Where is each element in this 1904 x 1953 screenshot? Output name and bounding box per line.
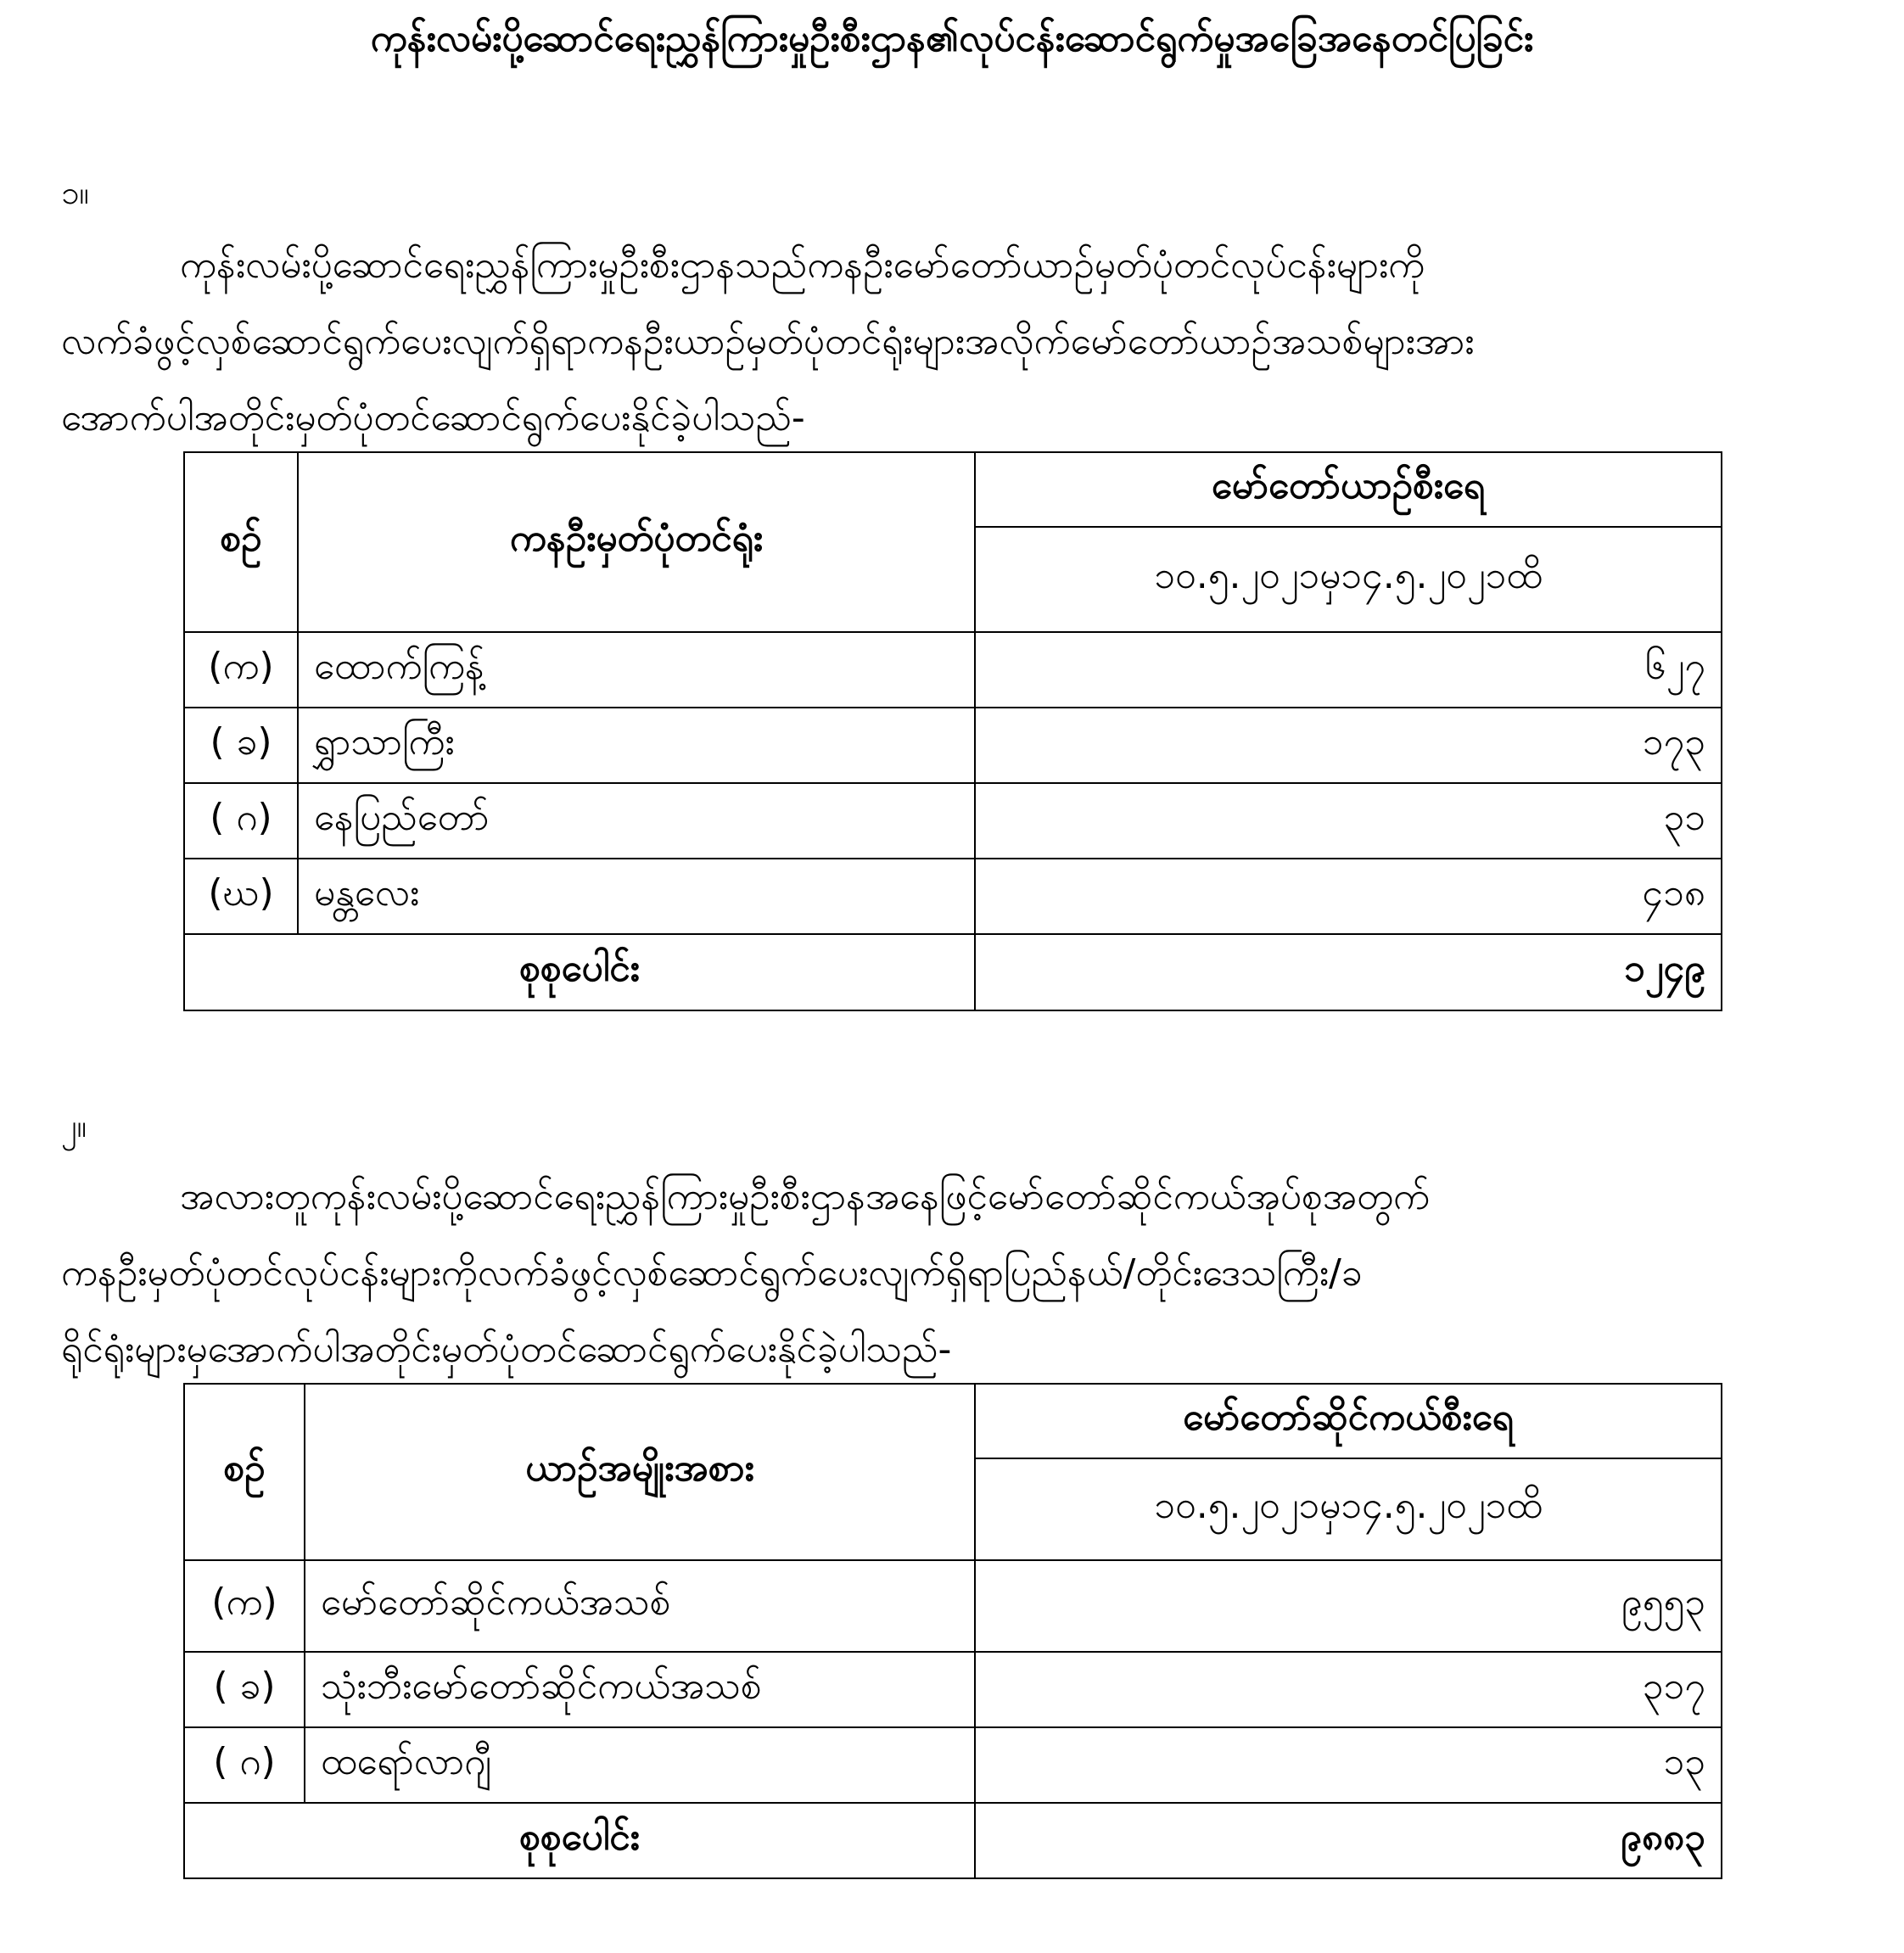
row-serial: ( ခ) [184,1652,305,1727]
column-header-vehicle-count: မော်တော်ယာဉ်စီးရေ [975,452,1722,527]
table-row [184,708,1722,783]
column-header-office: ကနဦးမှတ်ပုံတင်ရုံး [298,452,975,632]
row-office: မန္တလေး [298,859,975,934]
row-value: ၁၇၃ [975,708,1722,783]
row-serial: (က) [184,1560,305,1652]
table-row [184,783,1722,859]
total-value: ၉၈၈၃ [975,1803,1722,1878]
table-row [184,632,1722,708]
paragraph-line: အောက်ပါအတိုင်းမှတ်ပုံတင်ဆောင်ရွက်ပေးနိုင်ခဲ့ပါသည်- [61,396,805,439]
column-header-period: ၁၀.၅.၂၀၂၁မှ၁၄.၅.၂၀၂၁ထိ [975,1458,1722,1560]
row-vehicle-type: ထရော်လာဂျီ [305,1727,975,1803]
section-2-paragraph [61,1159,1809,1388]
row-serial: (ဃ) [184,859,298,934]
motorcycle-registration-table [183,1383,1722,1879]
column-header-vehicle-type: ယာဉ်အမျိုးအစား [305,1384,975,1560]
row-office: ရွှာသာကြီး [298,708,975,783]
total-row [184,934,1722,1010]
row-vehicle-type: သုံးဘီးမော်တော်ဆိုင်ကယ်အသစ် [305,1652,975,1727]
table-row [184,1652,1722,1727]
row-value: ၃၁ [975,783,1722,859]
section-2-number: ၂။ [61,1107,87,1144]
paragraph-line: လက်ခံဖွင့်လှစ်ဆောင်ရွက်ပေးလျက်ရှိရာကနဦးယာဉ်မှတ်ပုံတင်ရုံးများအလိုက်မော်တော်ယာဉ်အသစ်များအား [61,320,1475,363]
column-header-period: ၁၀.၅.၂၀၂၁မှ၁၄.၅.၂၀၂၁ထိ [975,527,1722,632]
column-header-serial: စဉ် [184,452,298,632]
row-value: ၉၅၅၃ [975,1560,1722,1652]
section-1-paragraph [61,227,1809,456]
paragraph-line: အလားတူကုန်းလမ်းပို့ဆောင်ရေးညွှန်ကြားမှုဦးစီးဌာနအနေဖြင့်မော်တော်ဆိုင်ကယ်အုပ်စုအတွက် [180,1175,1431,1218]
row-value: ၆၂၇ [975,632,1722,708]
total-label: စုစုပေါင်း [184,934,975,1010]
row-value: ၄၁၈ [975,859,1722,934]
row-value: ၁၃ [975,1727,1722,1803]
section-1-number: ၁။ [61,174,89,211]
row-office: ထောက်ကြန့် [298,632,975,708]
page-title: ကုန်းလမ်းပို့ဆောင်ရေးညွှန်ကြားမှုဦးစီးဌာန၏လုပ်ငန်းဆောင်ရွက်မှုအခြေအနေတင်ပြခြင်း [370,17,1534,60]
column-header-motorcycle-count: မော်တော်ဆိုင်ကယ်စီးရေ [975,1384,1722,1458]
vehicle-registration-table [183,451,1722,1011]
paragraph-line: ရိုင်ရုံးများမှအောက်ပါအတိုင်းမှတ်ပုံတင်ဆောင်ရွက်ပေးနိုင်ခဲ့ပါသည်- [61,1328,952,1371]
row-serial: ( ခ) [184,708,298,783]
paragraph-line: ကုန်းလမ်းပို့ဆောင်ရေးညွှန်ကြားမှုဦးစီးဌာနသည်ကနဦးမော်တော်ယာဉ်မှတ်ပုံတင်လုပ်ငန်းများကို [180,243,1425,287]
total-label: စုစုပေါင်း [184,1803,975,1878]
table-row [184,1727,1722,1803]
row-value: ၃၁၇ [975,1652,1722,1727]
table-row [184,859,1722,934]
row-office: နေပြည်တော် [298,783,975,859]
table-row [184,1560,1722,1652]
row-serial: ( ဂ) [184,783,298,859]
column-header-serial: စဉ် [184,1384,305,1560]
total-value: ၁၂၄၉ [975,934,1722,1010]
paragraph-line: ကနဦးမှတ်ပုံတင်လုပ်ငန်းများကိုလက်ခံဖွင့်လှစ်ဆောင်ရွက်ပေးလျက်ရှိရာပြည်နယ်/တိုင်းဒေသကြီး/ခ [61,1251,1363,1295]
row-serial: ( ဂ) [184,1727,305,1803]
row-vehicle-type: မော်တော်ဆိုင်ကယ်အသစ် [305,1560,975,1652]
total-row [184,1803,1722,1878]
row-serial: (က) [184,632,298,708]
